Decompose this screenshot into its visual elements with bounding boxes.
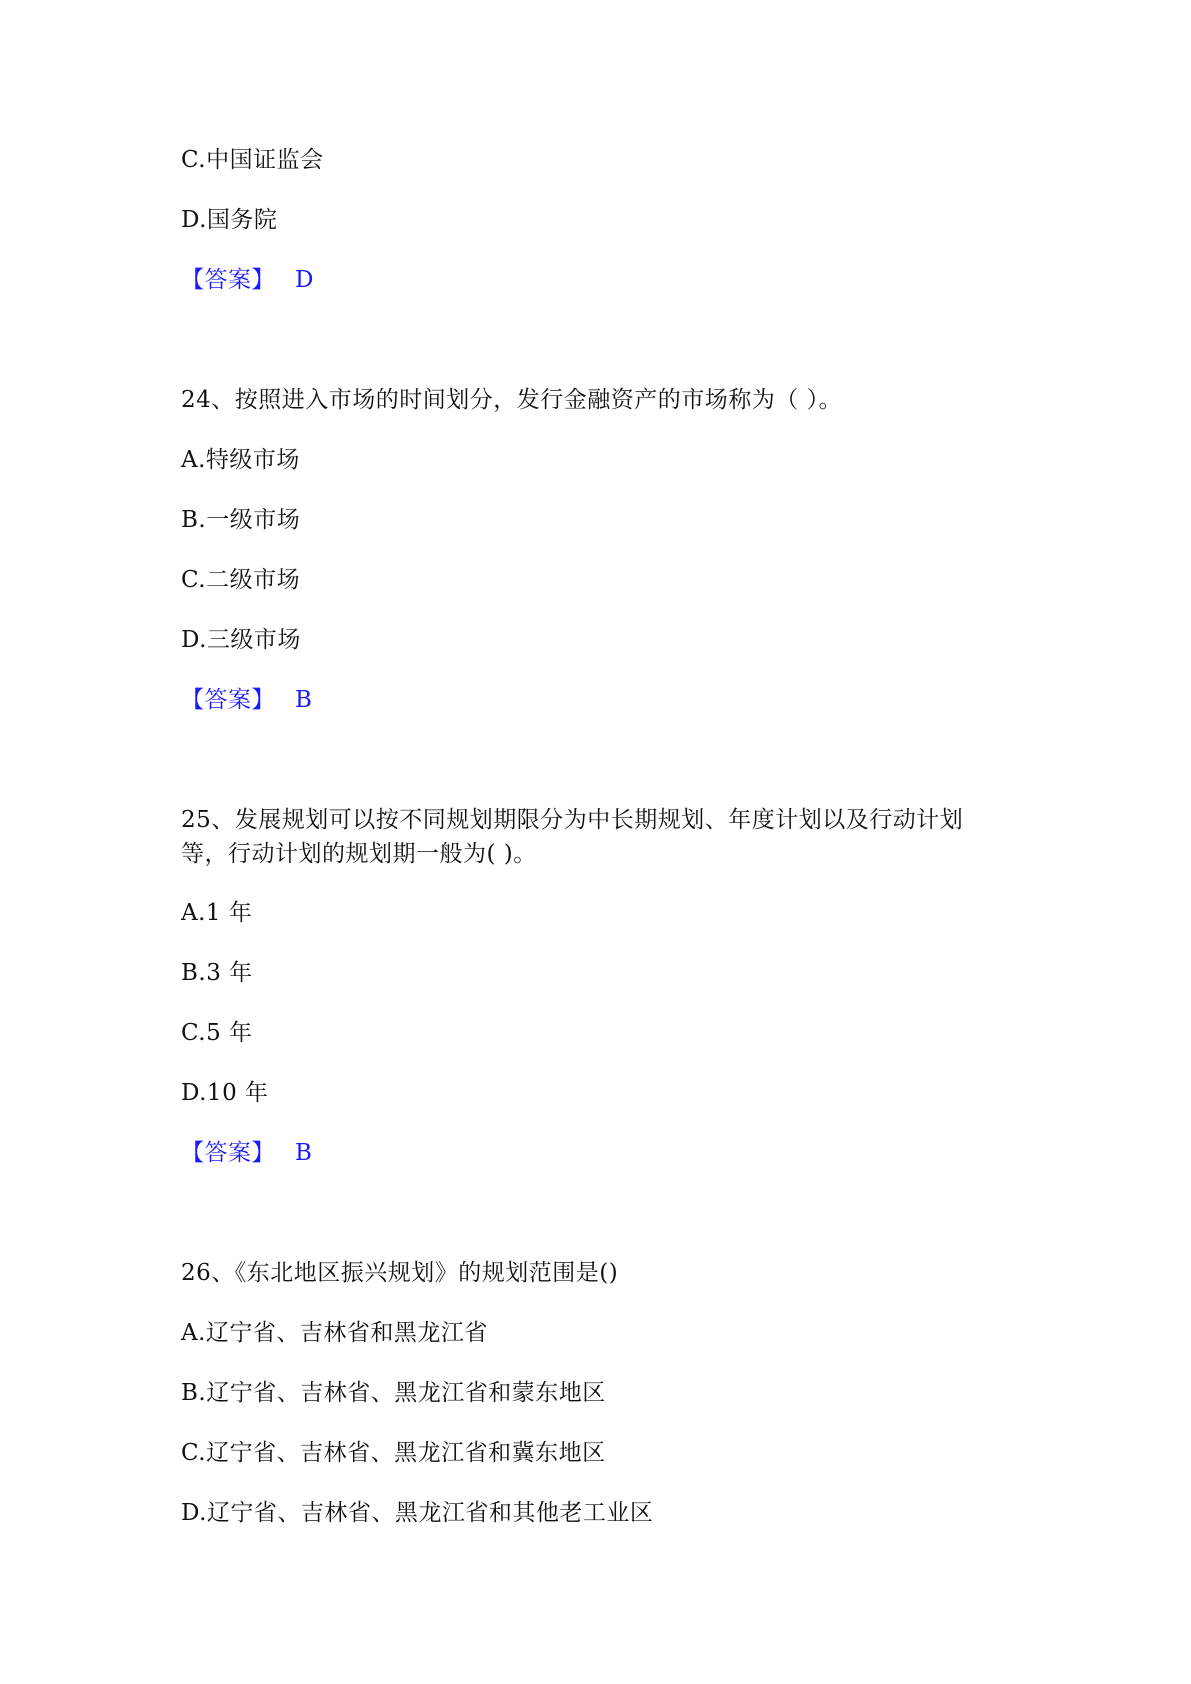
answer-value: B (295, 1140, 313, 1166)
answer-value: B (295, 687, 313, 713)
question-24-stem: 24、按照进入市场的时间划分，发行金融资产的市场称为（ ）。 (181, 387, 843, 413)
option-c-prev: C.中国证监会 (181, 147, 324, 173)
answer-label: 【答案】 (181, 1140, 275, 1166)
question-25-stem-line2: 等，行动计划的规划期一般为( )。 (181, 841, 537, 867)
answer-label: 【答案】 (181, 267, 275, 293)
answer-prev (181, 263, 314, 297)
question-26-option-b: B.辽宁省、吉林省、黑龙江省和蒙东地区 (181, 1380, 606, 1406)
question-25-option-a: A.1 年 (181, 900, 253, 926)
option-d-prev: D.国务院 (181, 207, 278, 233)
question-24-option-b: B.一级市场 (181, 507, 301, 533)
answer-label: 【答案】 (181, 687, 275, 713)
question-24-answer (181, 683, 312, 717)
question-26-stem: 26、《东北地区振兴规划》的规划范围是() (181, 1260, 619, 1286)
question-26-option-c: C.辽宁省、吉林省、黑龙江省和冀东地区 (181, 1440, 606, 1466)
question-24-option-c: C.二级市场 (181, 567, 301, 593)
question-24-option-a: A.特级市场 (181, 447, 300, 473)
question-26-option-d: D.辽宁省、吉林省、黑龙江省和其他老工业区 (181, 1500, 654, 1526)
answer-value: D (295, 267, 314, 293)
question-25-option-b: B.3 年 (181, 960, 253, 986)
question-25-option-c: C.5 年 (181, 1020, 253, 1046)
question-26-option-a: A.辽宁省、吉林省和黑龙江省 (181, 1320, 488, 1346)
question-25-option-d: D.10 年 (181, 1080, 269, 1106)
question-25-stem-line1: 25、发展规划可以按不同规划期限分为中长期规划、年度计划以及行动计划 (181, 807, 964, 833)
question-24-option-d: D.三级市场 (181, 627, 301, 653)
question-25-answer (181, 1136, 312, 1170)
